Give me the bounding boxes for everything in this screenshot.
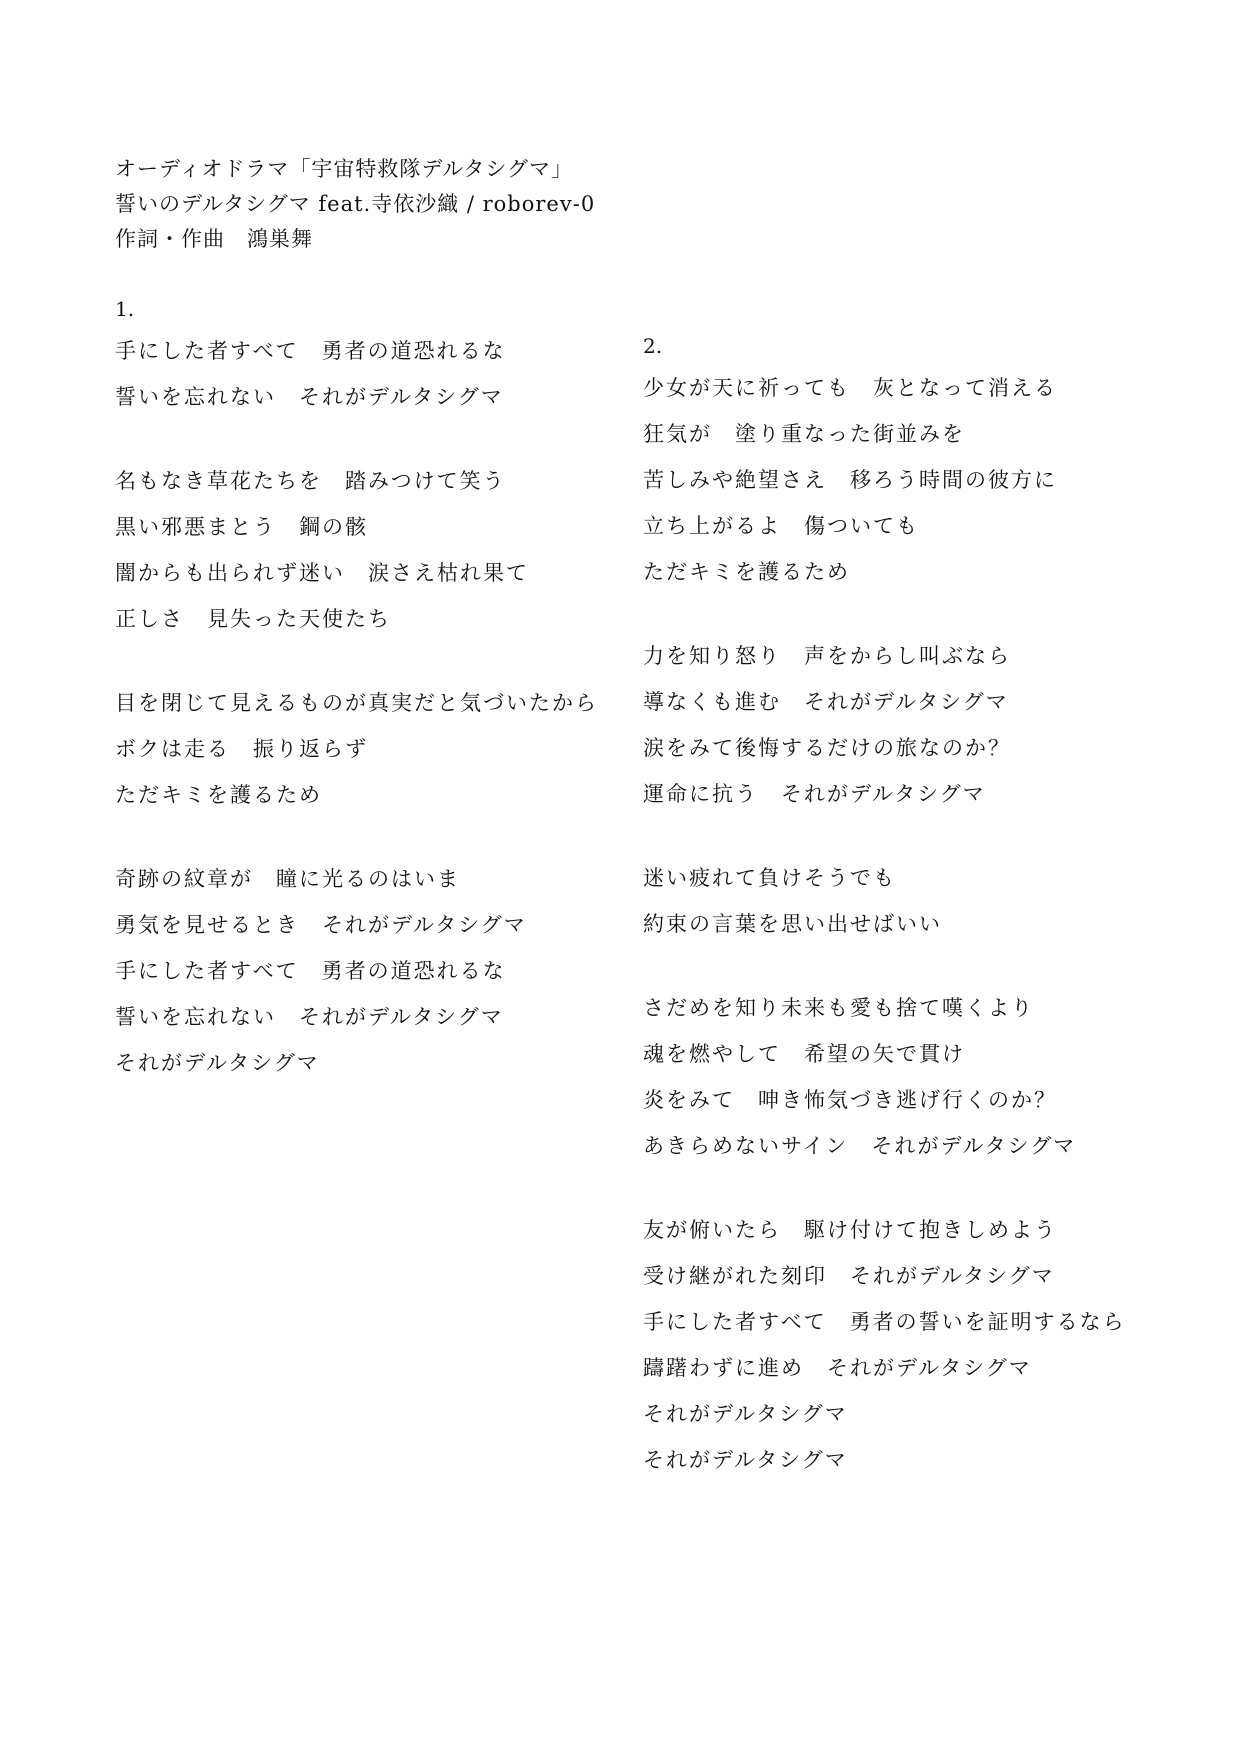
lyric-line: 少女が天に祈っても 灰となって消える	[643, 376, 1057, 400]
lyric-line: 涙をみて後悔するだけの旅なのか？	[643, 736, 1011, 760]
stanza	[643, 365, 1126, 595]
lyric-line: それがデルタシグマ	[115, 1051, 320, 1075]
stanza	[115, 680, 598, 818]
lyric-line: 導なくも進む それがデルタシグマ	[643, 690, 1009, 714]
lyric-line: 魂を燃やして 希望の矢で貫け	[643, 1042, 965, 1066]
lyric-line: 黒い邪悪まとう 鋼の骸	[115, 515, 368, 539]
lyric-line: 運命に抗う それがデルタシグマ	[643, 782, 986, 806]
lyric-line: 迷い疲れて負けそうでも	[643, 866, 896, 890]
lyric-line: ただキミを護るため	[643, 560, 850, 584]
lyric-line: 苦しみや絶望さえ 移ろう時間の彼方に	[643, 468, 1057, 492]
drama-title: オーディオドラマ「宇宙特救隊デルタシグマ」	[115, 157, 574, 181]
lyric-line: 闇からも出られず迷い 涙さえ枯れ果て	[115, 561, 529, 585]
lyric-line: 勇気を見せるとき それがデルタシグマ	[115, 913, 527, 937]
lyric-line: 手にした者すべて 勇者の道恐れるな	[115, 959, 506, 983]
lyric-line: 約束の言葉を思い出せばいい	[643, 912, 942, 936]
lyric-line: 誓いを忘れない それがデルタシグマ	[115, 1005, 504, 1029]
lyric-line: 躊躇わずに進め それがデルタシグマ	[643, 1356, 1032, 1380]
lyric-line: 立ち上がるよ 傷ついても	[643, 514, 919, 538]
songwriter-credit: 作詞・作曲 鴻巣舞	[115, 227, 313, 251]
lyric-line: 炎をみて 呻き怖気づき逃げ行くのか？	[643, 1088, 1057, 1112]
lyric-line: 名もなき草花たちを 踏みつけて笑う	[115, 469, 506, 493]
lyric-line: 奇跡の紋章が 瞳に光るのはいま	[115, 867, 460, 891]
song-title: 誓いのデルタシグマ feat.寺依沙織 / roborev-0	[115, 192, 596, 216]
header	[115, 152, 595, 257]
lyric-line: 手にした者すべて 勇者の誓いを証明するなら	[643, 1310, 1126, 1334]
lyric-line: 力を知り怒り 声をからし叫ぶなら	[643, 644, 1011, 668]
verse-number: 1.	[115, 297, 135, 321]
stanza	[115, 458, 598, 642]
lyric-line: あきらめないサイン それがデルタシグマ	[643, 1134, 1077, 1158]
stanza	[643, 855, 1126, 947]
stanza	[115, 856, 598, 1086]
lyric-line: 正しさ 見失った天使たち	[115, 607, 391, 631]
stanza	[643, 633, 1126, 817]
lyric-line: それがデルタシグマ	[643, 1402, 848, 1426]
lyric-line: ボクは走る 振り返らず	[115, 737, 368, 761]
lyric-line: さだめを知り未来も愛も捨て嘆くより	[643, 996, 1034, 1020]
lyric-line: 目を閉じて見えるものが真実だと気づいたから	[115, 691, 598, 715]
stanza	[115, 328, 598, 420]
lyric-line: 誓いを忘れない それがデルタシグマ	[115, 385, 504, 409]
verse-number: 2.	[643, 334, 663, 358]
verse-2	[643, 333, 1126, 1521]
lyric-line: ただキミを護るため	[115, 783, 322, 807]
stanza	[643, 985, 1126, 1169]
lyric-line: 友が俯いたら 駆け付けて抱きしめよう	[643, 1218, 1057, 1242]
stanza	[643, 1207, 1126, 1483]
lyric-line: それがデルタシグマ	[643, 1448, 848, 1472]
verse-1	[115, 296, 598, 1124]
lyric-line: 狂気が 塗り重なった街並みを	[643, 422, 965, 446]
lyric-line: 手にした者すべて 勇者の道恐れるな	[115, 339, 506, 363]
lyric-line: 受け継がれた刻印 それがデルタシグマ	[643, 1264, 1055, 1288]
